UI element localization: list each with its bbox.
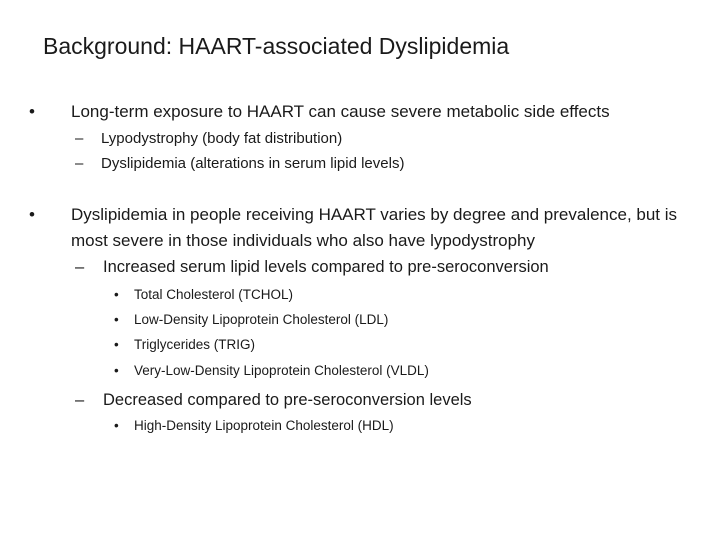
bullet-marker: • [29,102,35,121]
item-ldl [114,310,389,330]
dot-marker: • [114,287,119,302]
item-text: Total Cholesterol (TCHOL) [134,287,294,302]
sub-bullet-lypodystrophy [75,128,343,150]
slide-title: Background: HAART-associated Dyslipidemia [43,33,510,59]
sub-bullet-text: Decreased compared to pre-seroconversion levels [103,391,472,409]
dot-marker: • [114,418,119,433]
sub-bullet-text: Increased serum lipid levels compared to pre-seroconversion [103,258,549,276]
bullet-text: Long-term exposure to HAART can cause severe metabolic side effects [71,102,610,121]
bullet-marker: • [29,205,35,224]
dash-marker: – [75,258,85,276]
bullet-1 [29,99,691,125]
dot-marker: • [114,312,119,327]
item-vldl [114,361,429,381]
item-text: Triglycerides (TRIG) [134,337,256,352]
item-tchol [114,285,294,305]
sub-bullet-dyslipidemia [75,153,405,175]
sub-bullet-decreased [75,388,472,412]
dot-marker: • [114,363,119,378]
dash-marker: – [75,130,84,147]
bullet-text: Dyslipidemia in people receiving HAART varies by degree and prevalence, but is most severe in those individuals who also have lypodystrophy [71,205,678,250]
item-text: Very-Low-Density Lipoprotein Cholesterol (VLDL) [134,363,429,378]
dash-marker: – [75,391,85,409]
sub-bullet-increased [75,255,549,279]
sub-bullet-text: Lypodystrophy (body fat distribution) [101,130,343,147]
item-hdl [114,416,394,436]
item-text: Low-Density Lipoprotein Cholesterol (LDL) [134,312,389,327]
item-text: High-Density Lipoprotein Cholesterol (HDL) [134,418,394,433]
dash-marker: – [75,155,84,172]
dot-marker: • [114,337,119,352]
sub-bullet-text: Dyslipidemia (alterations in serum lipid levels) [101,155,405,172]
bullet-2 [29,202,691,254]
item-trig [114,335,256,355]
